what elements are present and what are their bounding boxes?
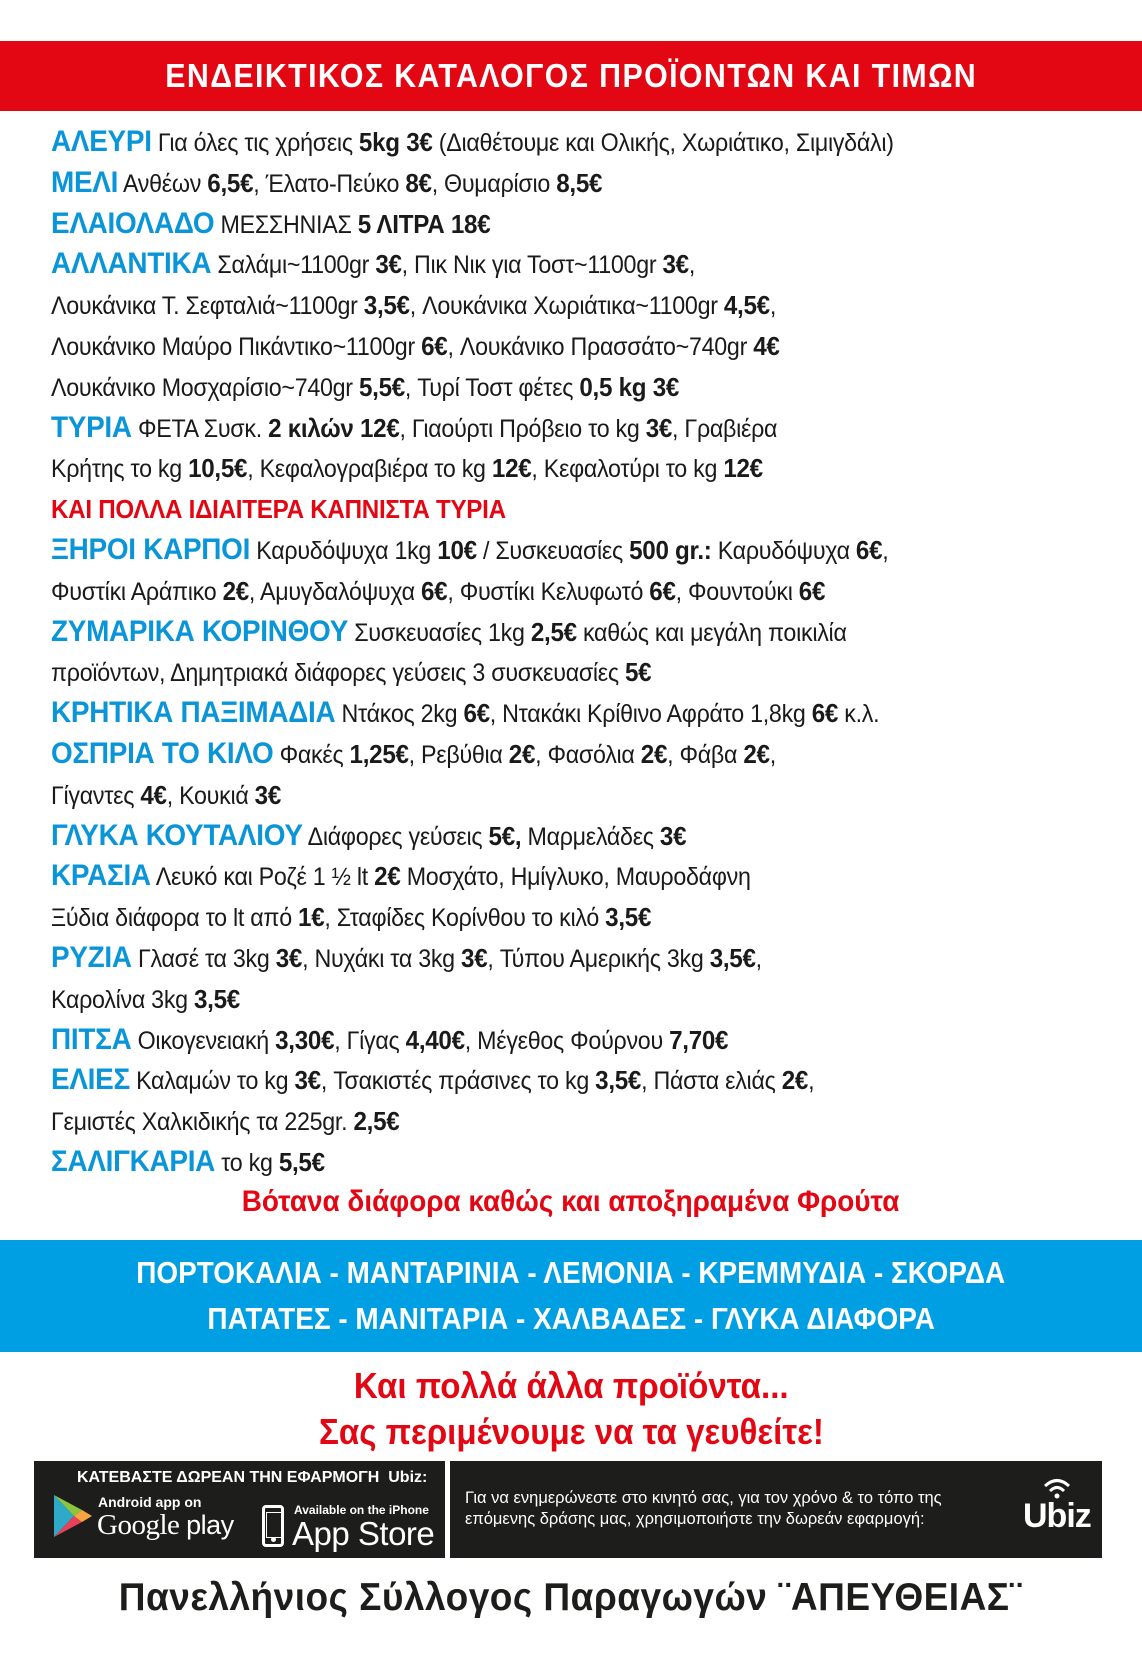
product-text: Μοσχάτο, Ημίγλυκο, Μαυροδάφνη <box>400 863 751 892</box>
catalog-line <box>51 612 1131 653</box>
price: 3€ <box>254 779 282 810</box>
product-text: , Πικ Νικ για Τοστ~1100gr <box>401 251 663 280</box>
price: 1,25€ <box>349 738 409 769</box>
product-text: , Γίγας <box>334 1026 406 1055</box>
price: 4€ <box>753 330 780 361</box>
price: 2€ <box>374 861 401 892</box>
catalog-line <box>51 1101 1131 1142</box>
product-text: , <box>688 251 696 280</box>
produce-line-2: ΠΑΤΑΤΕΣ - ΜΑΝΙΤΑΡΙΑ - ΧΑΛΒΑΔΕΣ - ΓΛΥΚΑ ΔΙΑΦΟΡΑ <box>207 1301 935 1336</box>
product-text: , Φάβα <box>667 740 744 769</box>
product-text: , Μέγεθος Φούρνου <box>464 1026 670 1055</box>
product-text: , Φασόλια <box>535 740 641 769</box>
price: 6€ <box>811 698 839 729</box>
category-name: ΚΡΑΣΙΑ <box>51 859 151 893</box>
price: 3,30€ <box>275 1024 335 1055</box>
price: 5kg 3€ <box>358 127 433 157</box>
price: 2,5€ <box>353 1106 400 1137</box>
product-text: Καρυδόψυχα 1kg <box>250 536 438 565</box>
cta-line-1: Και πολλά άλλα προϊόντα... <box>353 1365 789 1406</box>
catalog-line <box>51 897 1131 938</box>
product-text: το kg <box>215 1148 279 1177</box>
product-text: καθώς και μεγάλη ποικιλία <box>576 618 847 647</box>
price: 4,40€ <box>405 1024 465 1055</box>
catalog-line <box>51 367 1131 408</box>
product-text: , Σταφίδες Κορίνθου το κιλό <box>324 904 606 933</box>
product-text: προϊόντων, Δημητριακά διάφορες γεύσεις 3 συσκευασίες <box>51 659 626 688</box>
product-text: , Γραβιέρα <box>672 414 778 443</box>
product-text: , Λουκάνικο Πρασσάτο~740gr <box>447 332 754 361</box>
product-text: , Φουντούκι <box>675 577 799 606</box>
price: 2 κιλών 12€ <box>268 412 400 443</box>
product-text: Γεμιστές Χαλκιδικής τα 225gr. <box>51 1108 354 1137</box>
price: 6€ <box>421 330 448 361</box>
smoked-cheese-note: ΚΑΙ ΠΟΛΛΑ ΙΔΙΑΙΤΕΡΑ ΚΑΠΝΙΣΤΑ ΤΥΡΙΑ <box>51 494 506 525</box>
price: 5€ <box>625 657 652 688</box>
category-name: ΞΗΡΟΙ ΚΑΡΠΟΙ <box>51 532 251 566</box>
product-text: , Κεφαλογραβιέρα το kg <box>247 455 492 484</box>
product-text: Καρολίνα 3kg <box>51 985 195 1014</box>
price: 1€ <box>298 902 325 933</box>
price: 12€ <box>723 453 763 484</box>
catalog-line <box>51 693 1131 734</box>
product-text: Καλαμών το kg <box>129 1067 295 1096</box>
cta-line-2: Σας περιμένουμε να τα γευθείτε! <box>318 1411 824 1452</box>
category-name: ΖΥΜΑΡΙΚΑ ΚΟΡΙΝΘΟΥ <box>51 614 349 648</box>
wifi-icon <box>1042 1475 1072 1499</box>
price: 5€, <box>488 820 522 851</box>
price: 4,5€ <box>723 290 770 321</box>
price: 5,5€ <box>358 371 405 402</box>
price: 3,5€ <box>605 902 652 933</box>
product-text: Για όλες τις χρήσεις <box>151 129 359 157</box>
product-text: Ντάκος 2kg <box>335 700 464 729</box>
catalog-line <box>51 1142 1131 1183</box>
product-text: Λουκάνικο Μαύρο Πικάντικο~1100gr <box>51 332 422 361</box>
price: 3€ <box>375 249 402 280</box>
catalog-line <box>51 1060 1131 1101</box>
product-text: (Διαθέτουμε και Ολικής, Χωριάτικο, Σιμιγδάλι) <box>432 129 894 157</box>
product-text: , Αμυγδαλόψυχα <box>248 577 421 606</box>
catalog-title-banner <box>0 41 1142 111</box>
price: 6€ <box>649 575 676 606</box>
product-text: , <box>769 740 776 769</box>
price: 2€ <box>781 1065 809 1096</box>
herbs-note: Βότανα διάφορα καθώς και αποξηραμένα Φρούτα <box>242 1185 900 1218</box>
product-text: Ξύδια διάφορα το lt από <box>51 904 299 933</box>
catalog-line <box>51 652 1131 693</box>
product-text: Φυστίκι Αράπικο <box>51 577 223 606</box>
price: 3€ <box>645 412 673 443</box>
organization-name: Πανελλήνιος Σύλλογος Παραγωγών ¨ΑΠΕΥΘΕΙΑΣ¨ <box>119 1576 1023 1619</box>
product-text: ΦΕΤΑ Συσκ. <box>131 414 269 443</box>
ubiz-logo: Ubiz <box>1023 1497 1091 1535</box>
product-text: , Λουκάνικα Χωριάτικα~1100gr <box>409 292 724 321</box>
produce-line-1: ΠΟΡΤΟΚΑΛΙΑ - ΜΑΝΤΑΡΙΝΙΑ - ΛΕΜΟΝΙΑ - ΚΡΕΜΜΥΔΙΑ - ΣΚΟΡΔΑ <box>136 1255 1006 1290</box>
product-text: , Τυρί Τοστ φέτες <box>404 373 580 402</box>
app-download-box: ΚΑΤΕΒΑΣΤΕ ΔΩΡΕΑΝ ΤΗΝ ΕΦΑΡΜΟΓΗ Ubiz: Android app on Google play Available on the iPhone App Store <box>34 1461 445 1558</box>
product-text: , <box>808 1067 815 1096</box>
catalog-line <box>51 571 1131 612</box>
category-name: ΜΕΛΙ <box>51 165 119 199</box>
product-text: Συσκευασίες 1kg <box>348 618 531 647</box>
category-name: ΕΛΙΕΣ <box>51 1063 130 1097</box>
product-text: Λουκάνικο Μοσχαρίσιο~740gr <box>51 373 359 402</box>
price: 10€ <box>437 534 477 565</box>
price: 8€ <box>405 167 432 198</box>
price: 2€ <box>640 738 668 769</box>
product-text: Σαλάμι~1100gr <box>211 251 376 280</box>
product-text: , Ρεβύθια <box>408 740 509 769</box>
catalog-line <box>51 489 1131 530</box>
product-text: , Τσακιστές πράσινες το kg <box>320 1067 596 1096</box>
category-name: ΕΛΑΙΟΛΑΔΟ <box>51 206 215 240</box>
price: 3€ <box>275 942 303 973</box>
price: 6€ <box>463 698 490 729</box>
price: 6,5€ <box>207 167 254 198</box>
catalog-line <box>51 775 1131 816</box>
category-name: ΤΥΡΙΑ <box>51 410 132 444</box>
category-name: ΡΥΖΙΑ <box>51 940 132 974</box>
price: 2,5€ <box>530 616 577 647</box>
price: 3€ <box>662 249 689 280</box>
price: 3€ <box>294 1065 321 1096</box>
price: 3€ <box>659 820 687 851</box>
category-name: ΟΣΠΡΙΑ ΤΟ ΚΙΛΟ <box>51 736 274 770</box>
price: 6€ <box>798 575 826 606</box>
price: 5 ΛΙΤΡΑ 18€ <box>357 208 491 239</box>
price: 2€ <box>508 738 536 769</box>
catalog-line <box>51 938 1131 979</box>
category-name: ΑΛΕΥΡΙ <box>51 125 152 158</box>
category-name: ΓΛΥΚΑ ΚΟΥΤΑΛΙΟΥ <box>51 818 303 852</box>
catalog-line <box>51 856 1131 897</box>
category-name: ΑΛΛΑΝΤΙΚΑ <box>51 247 212 281</box>
catalog-line <box>51 816 1131 857</box>
product-text: Καρυδόψυχα <box>711 536 856 565</box>
product-text: Γίγαντες <box>51 781 141 810</box>
price: 10,5€ <box>188 453 248 484</box>
price: 2€ <box>743 738 770 769</box>
product-text: Λουκάνικα Τ. Σεφταλιά~1100gr <box>51 292 364 321</box>
product-text: Γλασέ τα 3kg <box>131 944 276 973</box>
catalog-line <box>51 448 1131 489</box>
product-text: , Κεφαλοτύρι το kg <box>531 455 724 484</box>
product-text: Μαρμελάδες <box>521 822 660 851</box>
product-text: , Νυχάκι τα 3kg <box>302 944 462 973</box>
product-text: / Συσκευασίες <box>476 536 630 565</box>
price: 5,5€ <box>278 1146 325 1177</box>
category-name: ΚΡΗΤΙΚΑ ΠΑΞΙΜΑΔΙΑ <box>51 696 336 730</box>
price: 6€ <box>855 534 883 565</box>
product-text: , Θυμαρίσιο <box>431 169 557 198</box>
product-price-list <box>51 122 1131 1183</box>
product-text: Οικογενειακή <box>131 1026 276 1055</box>
ubiz-info-box <box>450 1461 1102 1558</box>
catalog-line <box>51 326 1131 367</box>
catalog-line <box>51 163 1131 204</box>
product-text: Ανθέων <box>118 169 208 198</box>
call-to-action <box>0 1363 1142 1455</box>
product-text: , Τύπου Αμερικής 3kg <box>487 944 710 973</box>
price: 500 gr.: <box>629 534 712 565</box>
product-text: Λευκό και Ροζέ 1 ½ lt <box>150 863 375 892</box>
price: 3,5€ <box>709 942 756 973</box>
catalog-title: ΕΝΔΕΙΚΤΙΚΟΣ ΚΑΤΑΛΟΓΟΣ ΠΡΟΪΟΝΤΩΝ ΚΑΙ ΤΙΜΩΝ <box>165 57 977 94</box>
catalog-line <box>51 734 1131 775</box>
product-text: , Κουκιά <box>166 781 255 810</box>
app-download-title: ΚΑΤΕΒΑΣΤΕ ΔΩΡΕΑΝ ΤΗΝ ΕΦΑΡΜΟΓΗ Ubiz: <box>77 1469 428 1486</box>
ubiz-info-text: Για να ενημερώνεστε στο κινητό σας, για τον χρόνο & το τόπο της επόμενης δράσης μας, χρησιμοποιήστε την δωρεάν εφαρμογή: <box>465 1489 942 1528</box>
price: 12€ <box>491 453 532 484</box>
price: 4€ <box>140 779 167 810</box>
catalog-line <box>51 530 1131 571</box>
product-text: Διάφορες γεύσεις <box>302 822 489 851</box>
product-text: ΜΕΣΣΗΝΙΑΣ <box>214 210 358 239</box>
price: 8,5€ <box>556 167 603 198</box>
catalog-line <box>51 244 1131 285</box>
price: 3,5€ <box>595 1065 642 1096</box>
catalog-line <box>51 408 1131 449</box>
product-text: , Πάστα ελιάς <box>641 1067 782 1096</box>
price: 3€ <box>461 942 488 973</box>
product-text: , <box>769 292 777 321</box>
product-text: , Έλατο-Πεύκο <box>253 169 406 198</box>
price: 7,70€ <box>669 1024 729 1055</box>
catalog-line <box>51 122 1131 163</box>
product-text: , Γιαούρτι Πρόβειο το kg <box>399 414 646 443</box>
price: 3,5€ <box>194 983 240 1014</box>
google-play-icon <box>52 1493 94 1539</box>
category-name: ΣΑΛΙΓΚΑΡΙΑ <box>51 1144 216 1178</box>
catalog-line <box>51 285 1131 326</box>
produce-banner <box>0 1240 1142 1352</box>
product-text: κ.λ. <box>838 700 880 729</box>
catalog-line <box>51 204 1131 245</box>
price: 2€ <box>222 575 249 606</box>
category-name: ΠΙΤΣΑ <box>51 1022 132 1056</box>
price: 0,5 kg 3€ <box>579 371 680 402</box>
product-text: Φακές <box>273 740 350 769</box>
catalog-line <box>51 1020 1131 1061</box>
iphone-icon <box>262 1505 284 1547</box>
price: 3,5€ <box>363 290 410 321</box>
product-text: , <box>882 536 889 565</box>
price: 6€ <box>420 575 448 606</box>
product-text: , Ντακάκι Κρίθινο Αφράτο 1,8kg <box>489 700 812 729</box>
product-text: , Φυστίκι Κελυφωτό <box>447 577 650 606</box>
catalog-line <box>51 979 1131 1020</box>
product-text: Κρήτης το kg <box>51 455 189 484</box>
product-text: , <box>755 944 762 973</box>
